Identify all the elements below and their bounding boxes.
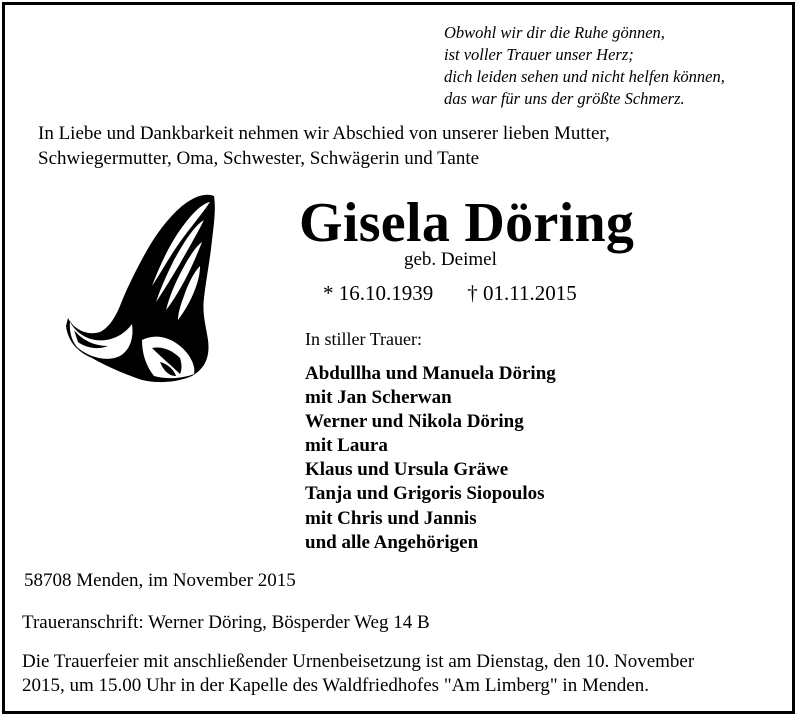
ceremony-line: 2015, um 15.00 Uhr in der Kapelle des Waldfriedhofes "Am Limberg" in Menden. xyxy=(22,675,649,696)
poem-line: Obwohl wir dir die Ruhe gönnen, xyxy=(444,23,665,42)
maiden-name: geb. Deimel xyxy=(404,249,497,270)
mourner-line: Abdullha und Manuela Döring xyxy=(305,363,556,384)
mourner-line: Werner und Nikola Döring xyxy=(305,411,524,433)
poem-line: das war für uns der größte Schmerz. xyxy=(444,89,685,108)
place-date: 58708 Menden, im November 2015 xyxy=(24,570,296,591)
mourners-label: In stiller Trauer: xyxy=(305,329,422,349)
intro-line: Schwiegermutter, Oma, Schwester, Schwägerin und Tante xyxy=(38,148,480,169)
death-date: † 01.11.2015 xyxy=(467,281,577,305)
life-dates xyxy=(323,279,577,307)
mourning-address: Traueranschrift: Werner Döring, Bösperder Weg 14 B xyxy=(22,612,430,633)
ceremony-info xyxy=(22,650,694,698)
birth-date: * 16.10.1939 xyxy=(323,281,434,305)
intro-text xyxy=(38,121,610,171)
mourner-line: mit Jan Scherwan xyxy=(305,387,452,409)
ceremony-line: Die Trauerfeier mit anschließender Urnenbeisetzung ist am Dienstag, den 10. November xyxy=(22,651,695,672)
deceased-name: Gisela Döring xyxy=(299,192,635,254)
mourner-line: Klaus und Ursula Gräwe xyxy=(305,459,509,481)
poem-line: dich leiden sehen und nicht helfen können, xyxy=(444,67,725,86)
mourner-line: und alle Angehörigen xyxy=(305,531,479,553)
poem xyxy=(444,22,725,110)
praying-hands-icon xyxy=(64,190,219,385)
mourners-list xyxy=(305,362,556,555)
mourner-line: Tanja und Grigoris Siopoulos xyxy=(305,483,545,505)
poem-line: ist voller Trauer unser Herz; xyxy=(444,45,634,64)
intro-line: In Liebe und Dankbarkeit nehmen wir Abschied von unserer lieben Mutter, xyxy=(38,123,610,144)
mourner-line: mit Laura xyxy=(305,435,388,457)
mourner-line: mit Chris und Jannis xyxy=(305,507,477,529)
